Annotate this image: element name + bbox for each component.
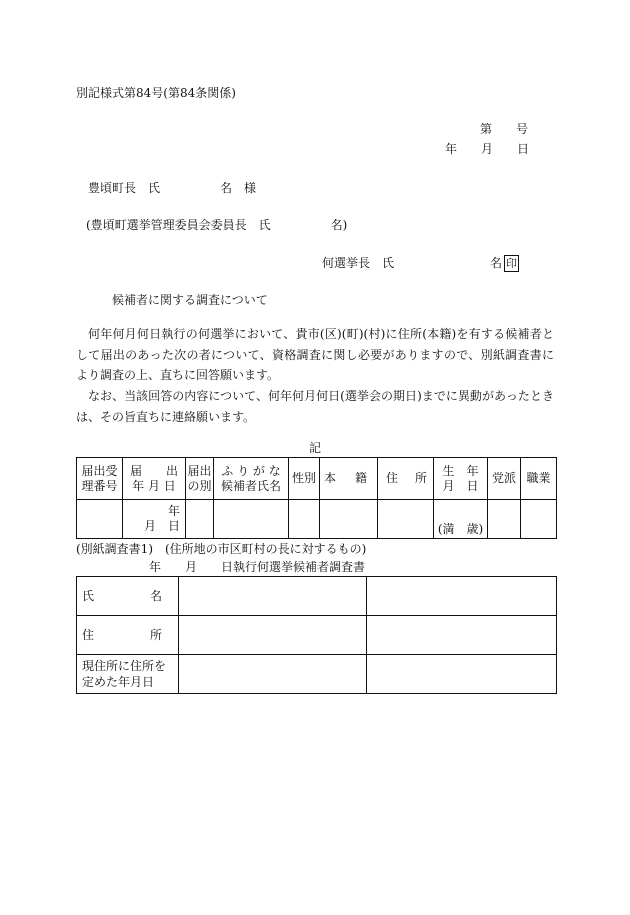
header-filing-date: 届 出 年 月 日: [123, 458, 186, 500]
survey-row-address: [77, 616, 557, 655]
cell-party: [488, 500, 521, 539]
candidate-table: [76, 457, 557, 539]
label-address: 住 所: [77, 616, 179, 655]
header-occupation: 職業: [521, 458, 557, 500]
cell-receipt-number: [77, 500, 123, 539]
cell-filing-kind: [186, 500, 214, 539]
cell-address: [378, 500, 434, 539]
cell-name-extra: [367, 577, 557, 616]
cell-candidate-name: [214, 500, 289, 539]
cell-residence-date-extra: [367, 655, 557, 694]
header-party: 党派: [488, 458, 521, 500]
form-title: 別記様式第84号(第84条関係): [76, 86, 236, 100]
cell-address-value: [179, 616, 367, 655]
sender-line: [322, 255, 519, 272]
addressee-committee: (豊頃町選挙管理委員会委員長 氏 名): [86, 218, 348, 232]
cell-filing-date: 年 月 日: [123, 500, 186, 539]
label-residence-date: 現住所に住所を 定めた年月日: [77, 655, 179, 694]
header-domicile: 本 籍: [320, 458, 378, 500]
body-paragraph-1: 何年何月何日執行の何選挙において、貴市(区)(町)(村)に住所(本籍)を有する候補者として届出のあった次の者について、資格調査に関し必要がありますので、別紙調査書により調査の上、直ちに回答願います。: [76, 327, 554, 382]
ki-marker: 記: [309, 441, 322, 455]
table-row: [77, 500, 557, 539]
table-header-row: [77, 458, 557, 500]
label-name: 氏 名: [77, 577, 179, 616]
header-filing-kind: 届出 の別: [186, 458, 214, 500]
survey-row-name: [77, 577, 557, 616]
survey-row-residence-date: [77, 655, 557, 694]
document-date: 年 月 日: [445, 142, 530, 156]
header-candidate-name: ふ り が な 候補者氏名: [214, 458, 289, 500]
survey-table: [76, 576, 557, 694]
addressee-mayor: 豊頃町長 氏 名 様: [88, 181, 257, 195]
cell-occupation: [521, 500, 557, 539]
header-address: 住 所: [378, 458, 434, 500]
attachment-title: 年 月 日執行何選挙候補者調査書: [149, 560, 366, 574]
body-paragraph-2: なお、当該回答の内容について、何年何月何日(選挙会の期日)までに異動があったときは、その旨直ちに連絡願います。: [76, 389, 554, 424]
cell-residence-date-value: [179, 655, 367, 694]
header-sex: 性別: [289, 458, 320, 500]
cell-domicile: [320, 500, 378, 539]
attachment-caption: (別紙調査書1) (住所地の市区町村の長に対するもの): [76, 542, 367, 556]
seal-stamp: 印: [506, 257, 518, 270]
header-receipt-number: 届出受 理番号: [77, 458, 123, 500]
cell-sex: [289, 500, 320, 539]
document-number: 第 号: [480, 122, 529, 136]
cell-birthdate: (満 歳): [434, 500, 488, 539]
cell-name-value: [179, 577, 367, 616]
cell-address-extra: [367, 616, 557, 655]
sender-name: 何選挙長 氏 名: [322, 256, 503, 270]
subject-line: 候補者に関する調査について: [112, 293, 268, 307]
header-birthdate: 生 年 月 日: [434, 458, 488, 500]
